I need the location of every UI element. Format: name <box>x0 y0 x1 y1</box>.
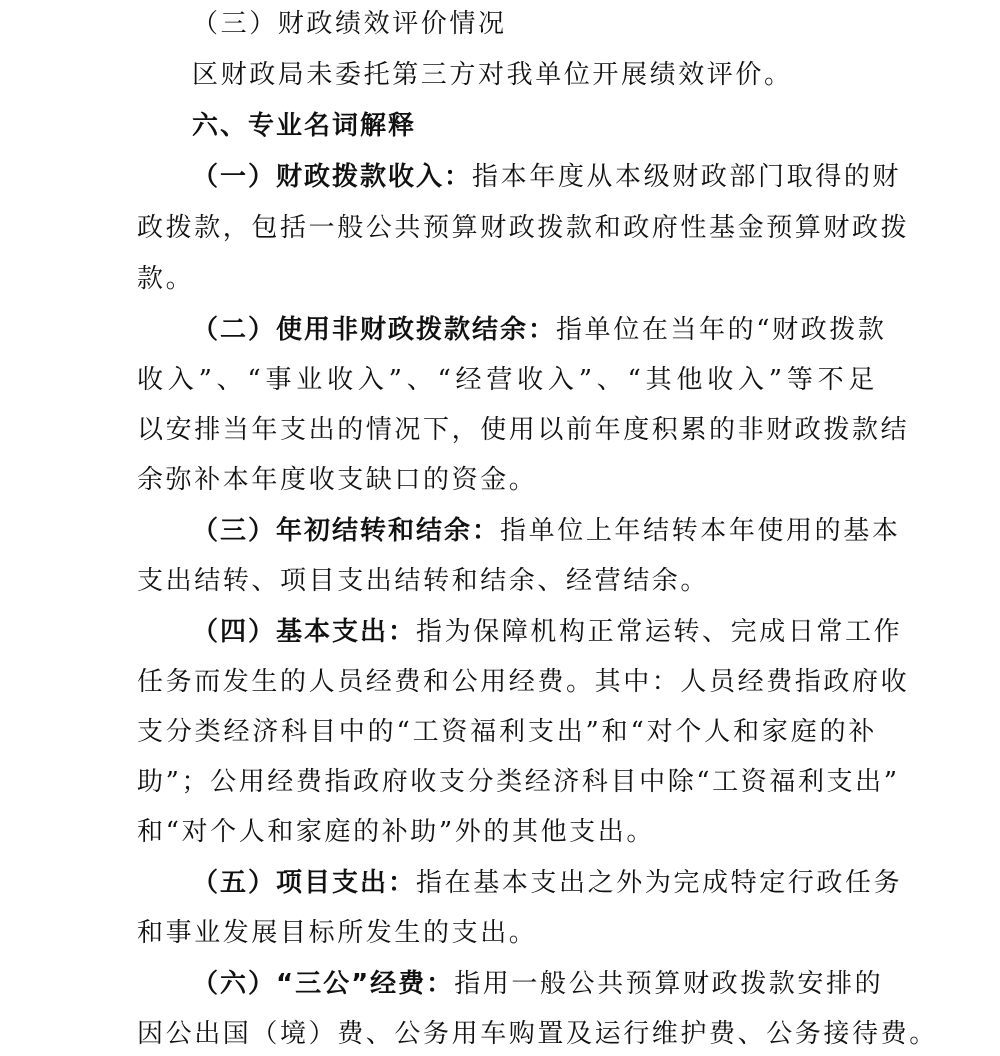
term-text: 余弥补本年度收支缺口的资金。 <box>137 465 538 495</box>
term-label: （五）项目支出： <box>192 868 417 898</box>
term-label: （二）使用非财政拨款结余： <box>192 315 557 345</box>
term-text: 指单位在当年的“财政拨款 <box>556 315 887 345</box>
term-fiscal-appropriation-line-3 <box>137 263 877 295</box>
term-basic-expenditure-line-1 <box>192 616 903 648</box>
term-project-expenditure-line-2 <box>137 917 877 949</box>
term-non-fiscal-balance-line-3 <box>137 414 910 446</box>
term-label: （一）财政拨款收入： <box>192 162 473 192</box>
term-text: 和“对个人和家庭的补助”外的其他支出。 <box>137 817 655 847</box>
term-basic-expenditure-line-5 <box>137 816 877 848</box>
heading-text: （三）财政绩效评价情况 <box>192 9 507 39</box>
term-label: （四）基本支出： <box>192 617 417 647</box>
paragraph-text: 区财政局未委托第三方对我单位开展绩效评价。 <box>192 60 793 90</box>
term-three-public-expenses-line-2 <box>137 1018 938 1050</box>
term-fiscal-appropriation-line-1 <box>192 161 902 193</box>
term-basic-expenditure-line-4 <box>137 766 900 798</box>
term-text: 指在基本支出之外为完成特定行政任务 <box>416 868 903 898</box>
term-label: （六）“三公”经费： <box>192 969 455 999</box>
term-text: 支出结转、项目支出结转和结余、经营结余。 <box>137 566 710 596</box>
term-carryover-line-2 <box>137 565 877 597</box>
term-project-expenditure-line-1 <box>192 867 903 899</box>
term-text: 助”；公用经费指政府收支分类经济科目中除“工资福利支出” <box>137 767 900 797</box>
term-text: 收入”、“事业收入”、“经营收入”、“其他收入”等不足 <box>137 365 877 395</box>
term-label: （三）年初结转和结余： <box>192 516 501 546</box>
section-heading-performance-evaluation <box>192 8 877 40</box>
term-text: 指本年度从本级财政部门取得的财 <box>472 162 902 192</box>
term-text: 款。 <box>137 264 195 294</box>
heading-text: 六、专业名词解释 <box>192 111 417 141</box>
term-text: 支分类经济科目中的“工资福利支出”和“对个人和家庭的补 <box>137 717 877 747</box>
term-text: 指用一般公共预算财政拨款安排的 <box>454 969 884 999</box>
term-non-fiscal-balance-line-2 <box>137 364 877 396</box>
paragraph-performance-evaluation <box>192 59 877 91</box>
term-text: 指为保障机构正常运转、完成日常工作 <box>416 617 903 647</box>
term-text: 指单位上年结转本年使用的基本 <box>500 516 901 546</box>
term-non-fiscal-balance-line-4 <box>137 464 877 496</box>
term-basic-expenditure-line-2 <box>137 666 910 698</box>
term-text: 政拨款，包括一般公共预算财政拨款和政府性基金预算财政拨 <box>137 213 910 243</box>
term-fiscal-appropriation-line-2 <box>137 212 910 244</box>
term-carryover-line-1 <box>192 515 901 547</box>
term-non-fiscal-balance-line-1 <box>192 314 887 346</box>
term-basic-expenditure-line-3 <box>137 716 877 748</box>
term-text: 因公出国（境）费、公务用车购置及运行维护费、公务接待费。 <box>137 1019 938 1049</box>
term-three-public-expenses-line-1 <box>192 968 884 1000</box>
term-text: 任务而发生的人员经费和公用经费。其中：人员经费指政府收 <box>137 667 910 697</box>
section-heading-glossary <box>192 110 877 142</box>
term-text: 以安排当年支出的情况下，使用以前年度积累的非财政拨款结 <box>137 415 910 445</box>
term-text: 和事业发展目标所发生的支出。 <box>137 918 538 948</box>
